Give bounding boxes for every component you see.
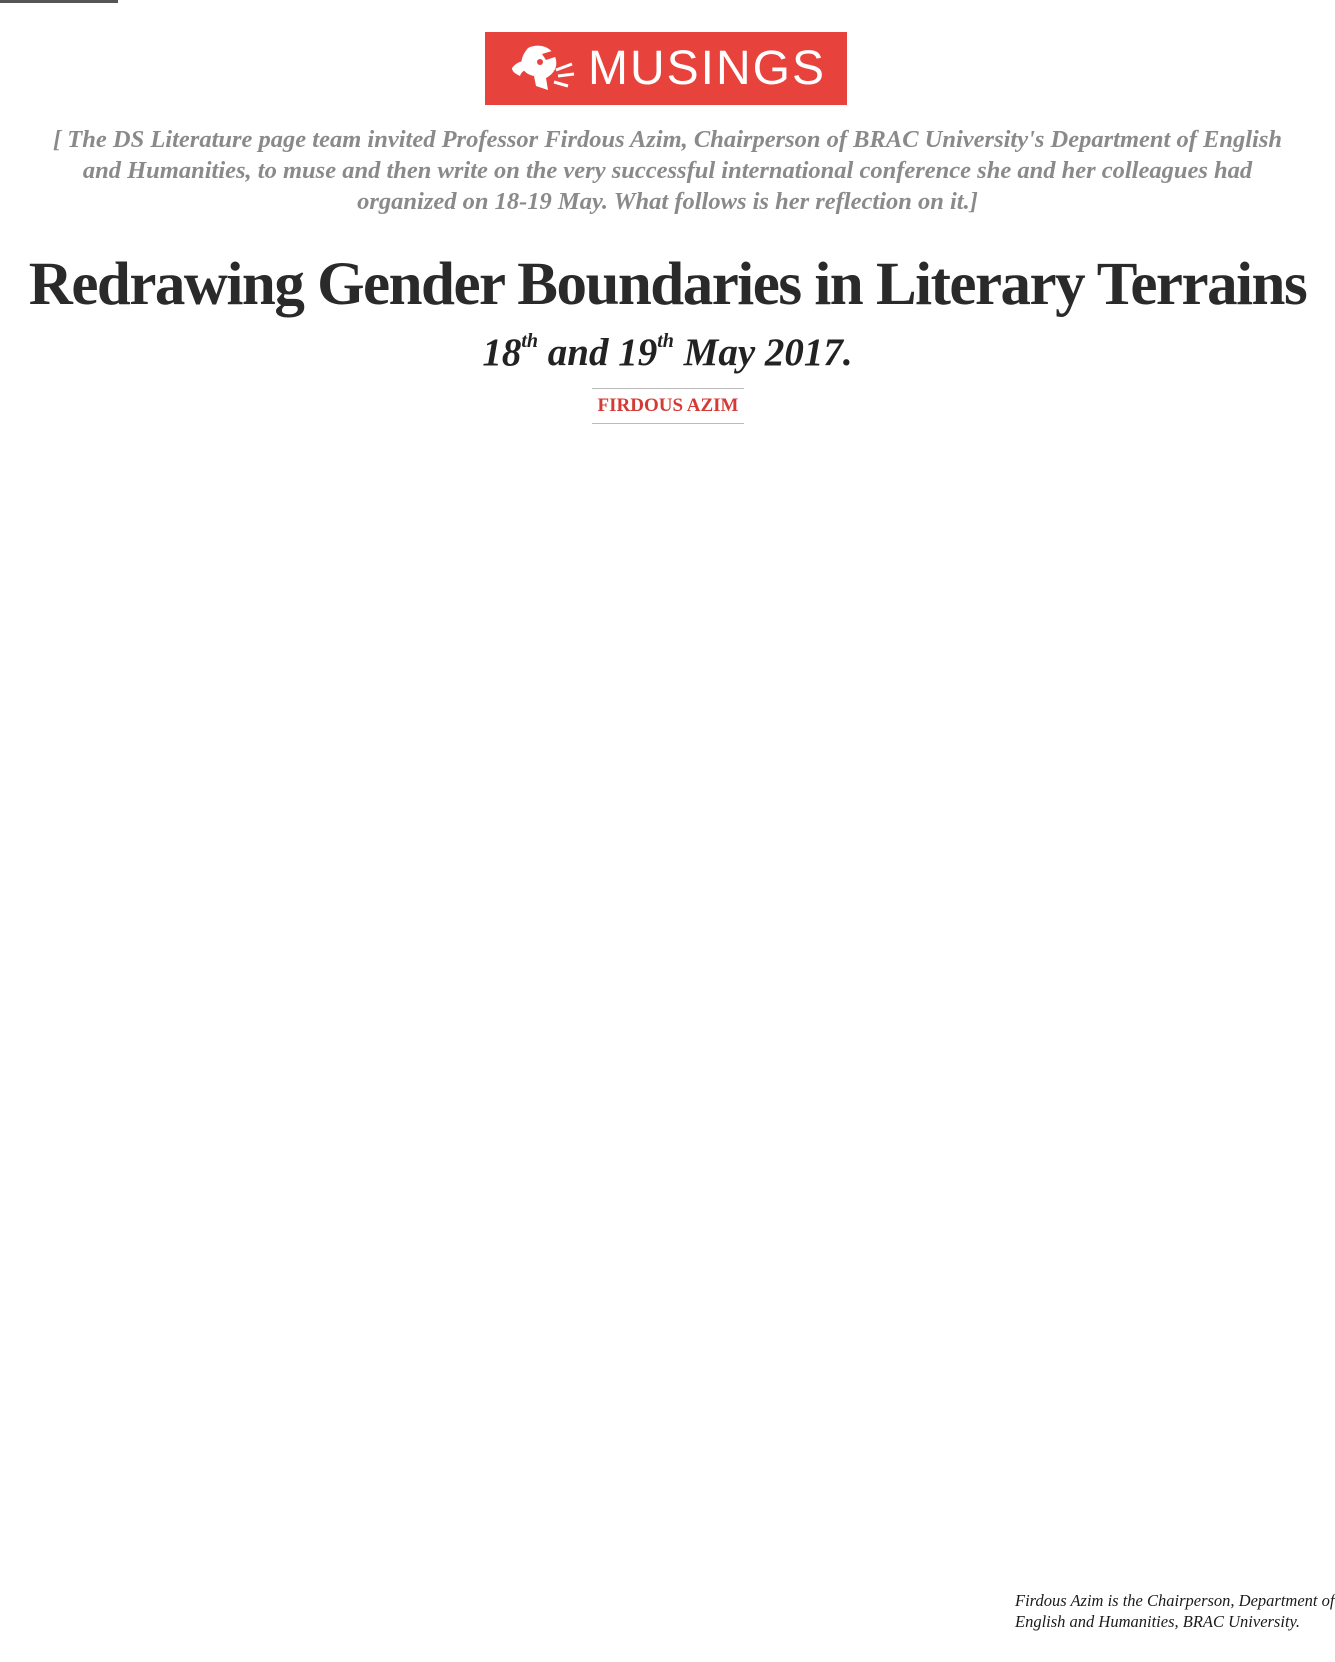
article-column-3 — [678, 440, 998, 1662]
dateline-day1: 18 — [482, 331, 522, 374]
musings-logo-icon — [506, 40, 576, 98]
section-banner — [485, 32, 847, 105]
article-column-2 — [341, 440, 661, 1662]
byline: FIRDOUS AZIM — [592, 388, 744, 424]
dateline — [0, 330, 1335, 375]
author-note: Firdous Azim is the Chairperson, Department of English and Humanities, BRAC University. — [1015, 1591, 1335, 1631]
dateline-sup2: th — [657, 330, 674, 352]
article-column-1 — [5, 440, 325, 1662]
dateline-mid: and 19 — [538, 331, 658, 374]
top-rule — [0, 0, 118, 3]
headline: Redrawing Gender Boundaries in Literary Terrains — [28, 251, 1307, 318]
article-column-4 — [1015, 440, 1335, 1662]
intro-text: [ The DS Literature page team invited Professor Firdous Azim, Chairperson of BRAC University's Department of English and Humanities, to muse and then write on the very successful international conference she and her colleagues had organized on 18-19 May. What follows is her reflection on it.] — [53, 126, 1282, 215]
dateline-rest: May 2017. — [673, 331, 853, 374]
section-label: MUSINGS — [587, 42, 826, 95]
dateline-sup1: th — [521, 330, 539, 352]
